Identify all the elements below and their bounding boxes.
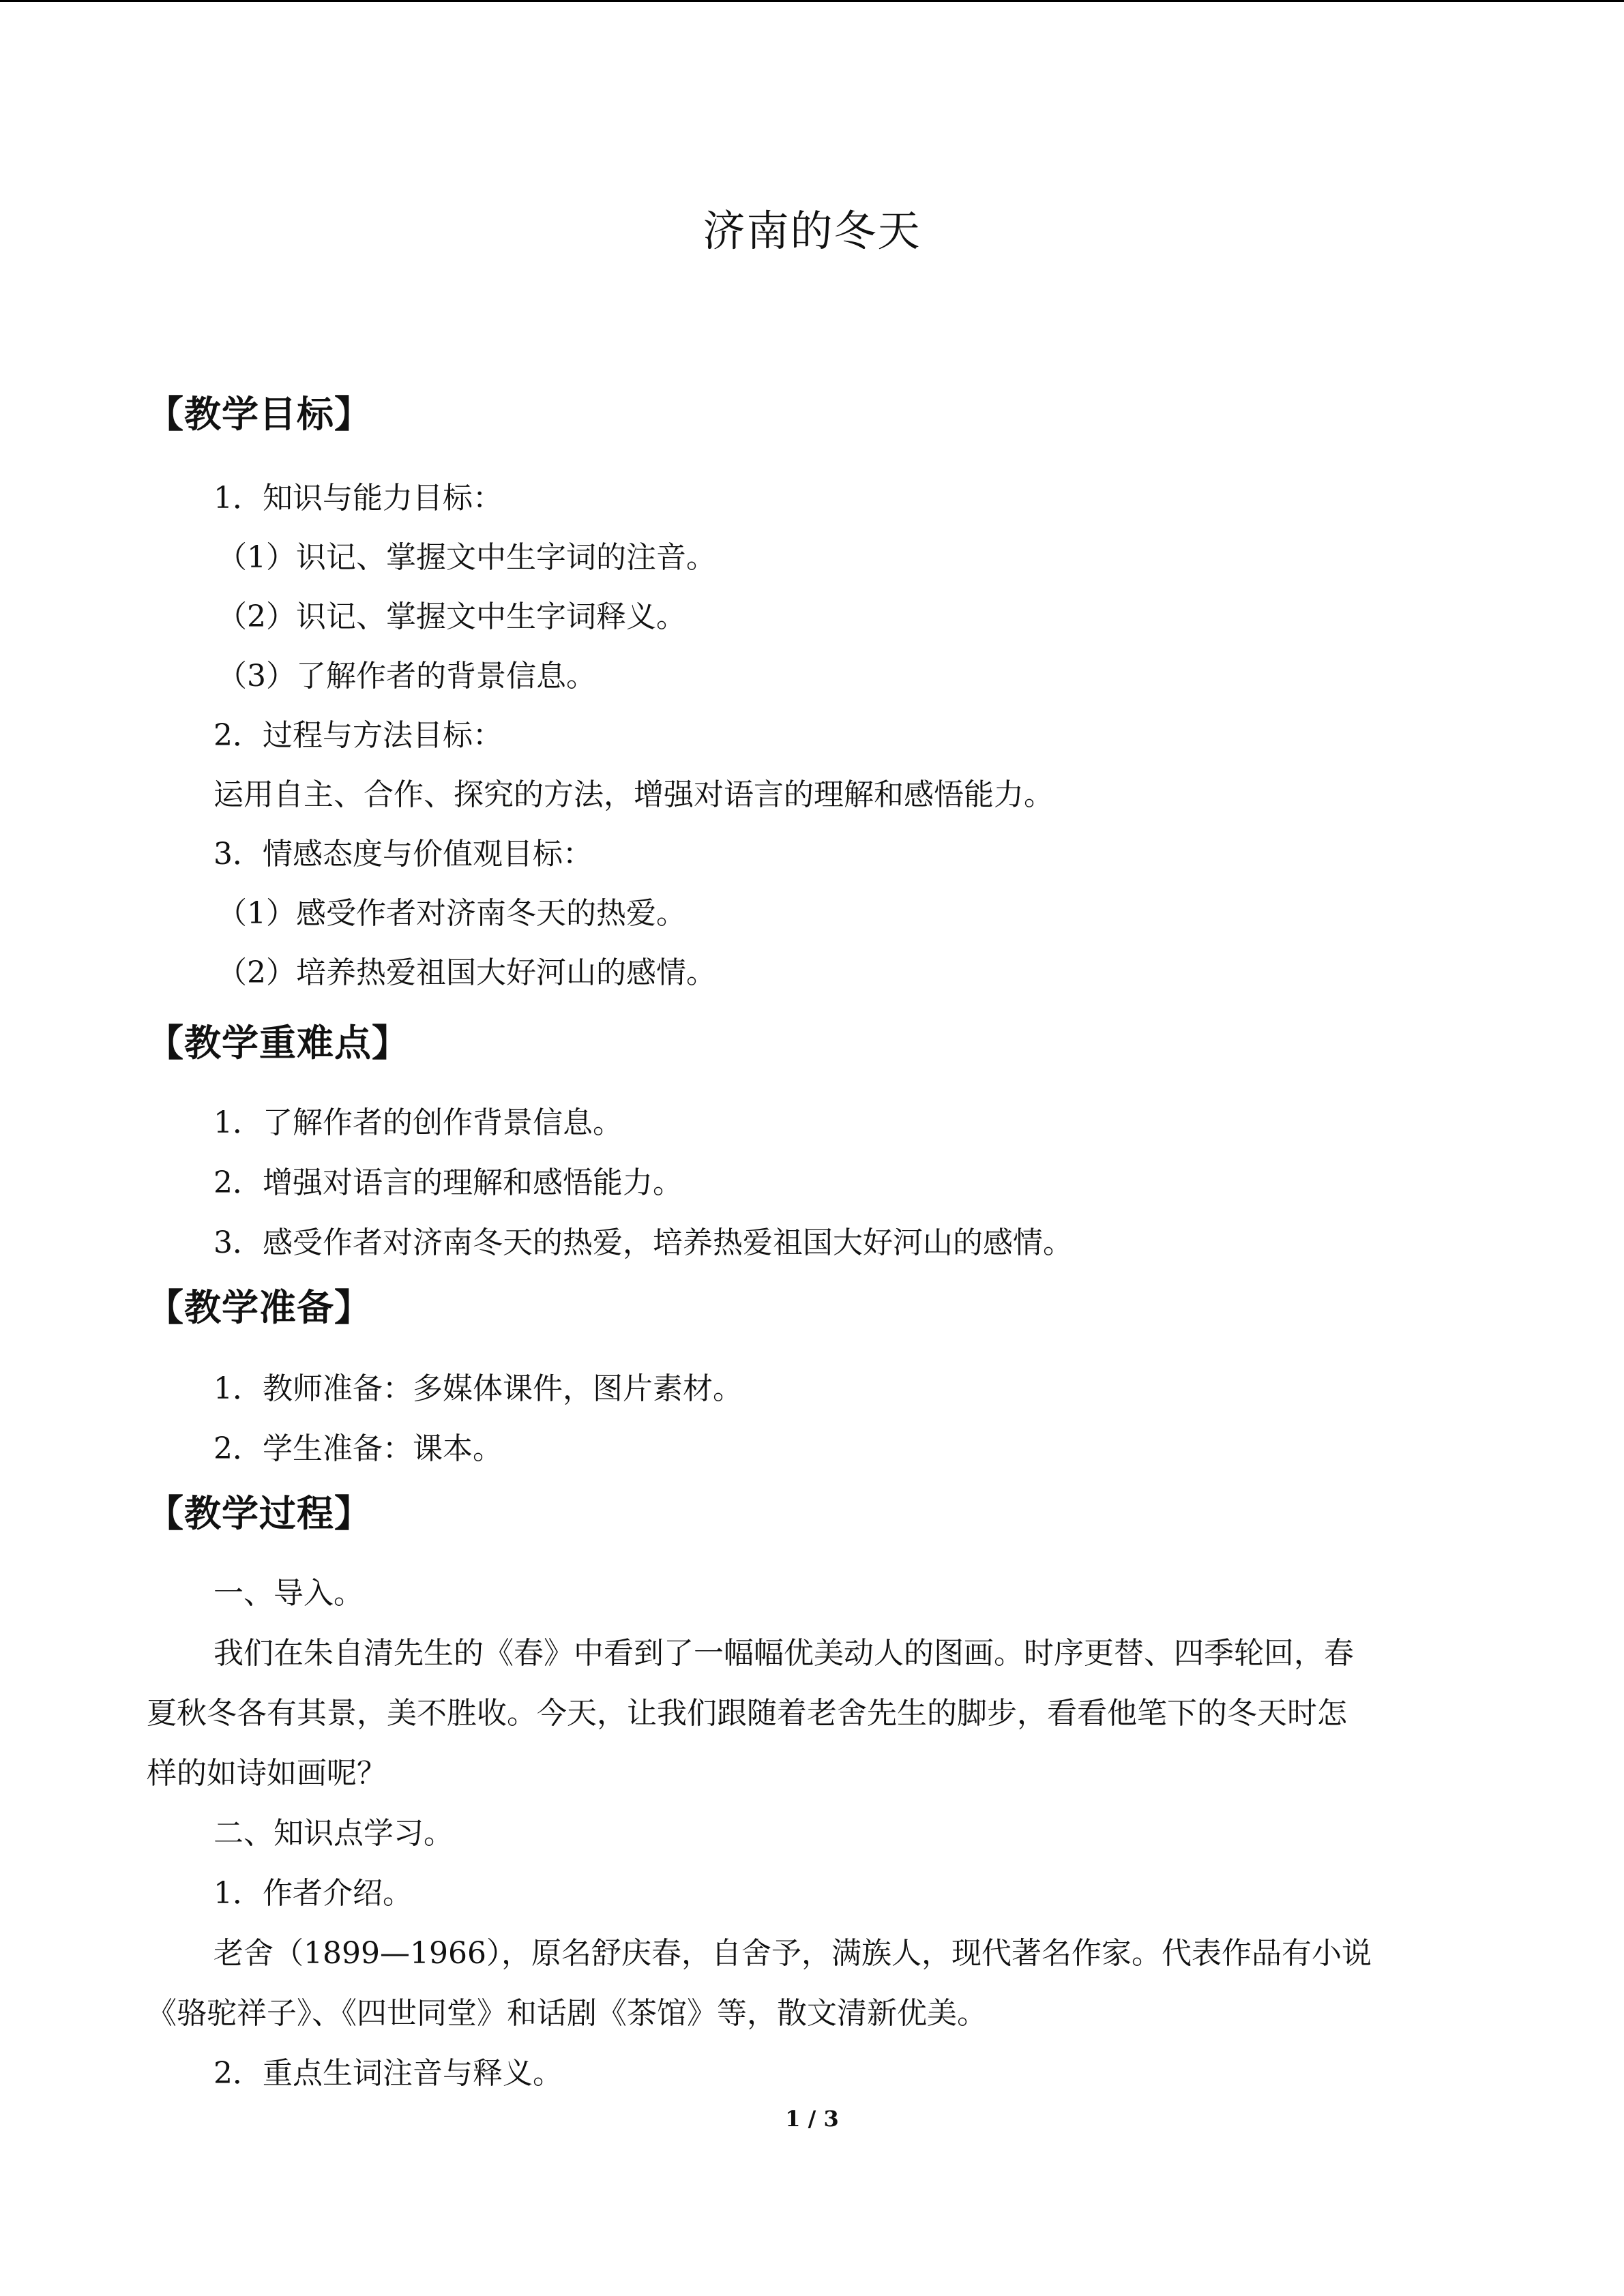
section-heading-process: 【教学过程】 bbox=[147, 1492, 372, 1535]
study-label: 二、知识点学习。 bbox=[213, 1816, 454, 1851]
page-number: 1 / 3 bbox=[785, 2106, 839, 2132]
vocab-label: 2．重点生词注音与释义。 bbox=[213, 2056, 563, 2091]
section-heading-goals: 【教学目标】 bbox=[147, 393, 372, 436]
intro-label: 一、导入。 bbox=[213, 1576, 364, 1611]
keypoint-line: 3．感受作者对济南冬天的热爱，培养热爱祖国大好河山的感情。 bbox=[213, 1225, 1073, 1260]
section-heading-preparation: 【教学准备】 bbox=[147, 1286, 372, 1329]
keypoint-line: 2．增强对语言的理解和感悟能力。 bbox=[213, 1165, 683, 1200]
goal-line: （2）培养热爱祖国大好河山的感情。 bbox=[217, 955, 716, 990]
goal-line: 1．知识与能力目标： bbox=[213, 481, 503, 516]
goal-line: （3）了解作者的背景信息。 bbox=[217, 659, 596, 694]
page-title: 济南的冬天 bbox=[703, 206, 921, 256]
preparation-line: 2．学生准备：课本。 bbox=[213, 1431, 503, 1466]
goal-line: （1）感受作者对济南冬天的热爱。 bbox=[217, 896, 686, 931]
goal-line: （2）识记、掌握文中生字词释义。 bbox=[217, 599, 686, 634]
author-label: 1．作者介绍。 bbox=[213, 1876, 413, 1911]
intro-paragraph-line: 样的如诗如画呢？ bbox=[147, 1756, 387, 1791]
goal-line: 2．过程与方法目标： bbox=[213, 718, 503, 753]
goal-line: 运用自主、合作、探究的方法，增强对语言的理解和感悟能力。 bbox=[213, 777, 1054, 812]
section-heading-keypoints: 【教学重难点】 bbox=[147, 1022, 409, 1064]
author-paragraph-line: 《骆驼祥子》、《四世同堂》和话剧《茶馆》等，散文清新优美。 bbox=[147, 1996, 987, 2031]
intro-paragraph-line: 夏秋冬各有其景，美不胜收。今天，让我们跟随着老舍先生的脚步，看看他笔下的冬天时怎 bbox=[147, 1696, 1347, 1731]
author-paragraph-line: 老舍（1899—1966），原名舒庆春，自舍予，满族人，现代著名作家。代表作品有小说 bbox=[213, 1936, 1372, 1971]
keypoint-line: 1．了解作者的创作背景信息。 bbox=[213, 1105, 623, 1140]
goal-line: 3．情感态度与价值观目标： bbox=[213, 837, 593, 871]
intro-paragraph-line: 我们在朱自清先生的《春》中看到了一幅幅优美动人的图画。时序更替、四季轮回，春 bbox=[213, 1636, 1354, 1671]
preparation-line: 1．教师准备：多媒体课件，图片素材。 bbox=[213, 1371, 743, 1406]
goal-line: （1）识记、掌握文中生字词的注音。 bbox=[217, 540, 716, 575]
